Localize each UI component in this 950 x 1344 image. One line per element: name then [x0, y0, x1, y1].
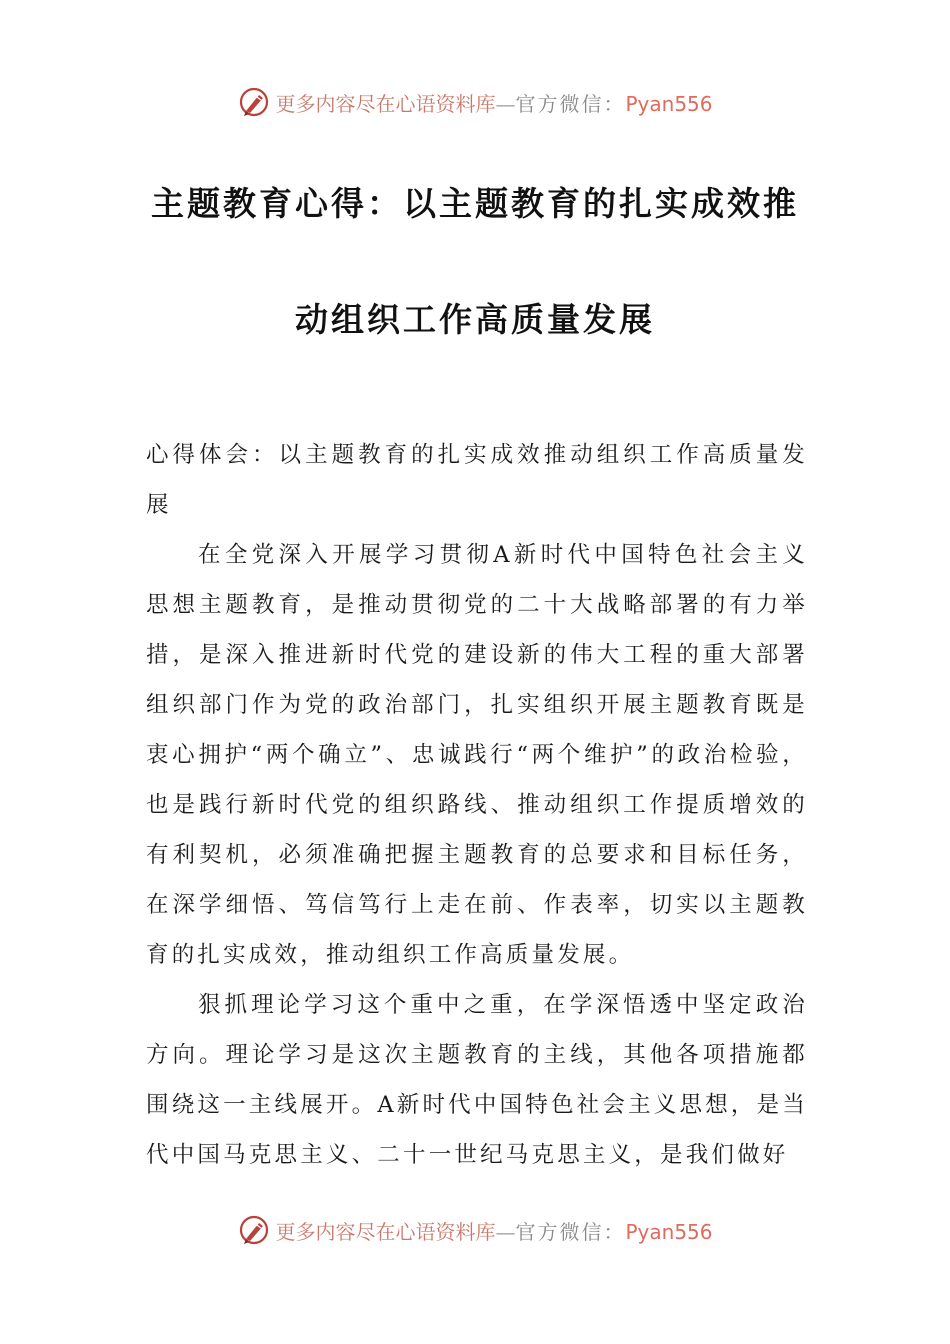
paragraph-1: 在全党深入开展学习贯彻A新时代中国特色社会主义思想主题教育，是推动贯彻党的二十大战略部署的有力举措，是深入推进新时代党的建设新的伟大工程的重大部署组织部门作为党的政治部门，扎实组织开展主题教育既是衷心拥护“两个确立”、忠诚践行“两个维护”的政治检验，也是践行新时代党的组织路线、推动组织工作提质增效的有利契机，必须准确把握主题教育的总要求和目标任务，在深学细悟、笃信笃行上走在前、作表率，切实以主题教育的扎实成效，推动组织工作高质量发展。	[146, 542, 808, 968]
watermark-handle: Pyan556	[625, 1219, 713, 1244]
pen-logo-icon	[237, 85, 271, 119]
paragraph-2: 狠抓理论学习这个重中之重，在学深悟透中坚定政治方向。理论学习是这次主题教育的主线，其他各项措施都围绕这一主线展开。A新时代中国特色社会主义思想，是当代中国马克思主义、二十一世纪马克思主义，是我们做好	[146, 992, 808, 1168]
watermark-handle: Pyan556	[625, 91, 713, 116]
watermark-text	[275, 88, 712, 117]
watermark-dash: —	[495, 1219, 516, 1244]
watermark-wechat-label: 官方微信：	[515, 1219, 626, 1244]
watermark-main: 更多内容尽在心语资料库	[275, 1219, 496, 1244]
pen-logo-icon	[237, 1213, 271, 1247]
watermark-banner-top	[0, 82, 950, 122]
watermark-dash: —	[495, 91, 516, 116]
watermark-wechat-label: 官方微信：	[515, 91, 626, 116]
article-body	[146, 430, 808, 1180]
page-title-line-1: 主题教育心得：以主题教育的扎实成效推	[151, 184, 799, 223]
page-title-line-2: 动组织工作高质量发展	[295, 300, 655, 339]
watermark-text	[275, 1216, 712, 1245]
watermark-banner-bottom	[0, 1210, 950, 1250]
watermark-main: 更多内容尽在心语资料库	[275, 91, 496, 116]
article-subtitle: 心得体会：以主题教育的扎实成效推动组织工作高质量发展	[146, 442, 808, 518]
